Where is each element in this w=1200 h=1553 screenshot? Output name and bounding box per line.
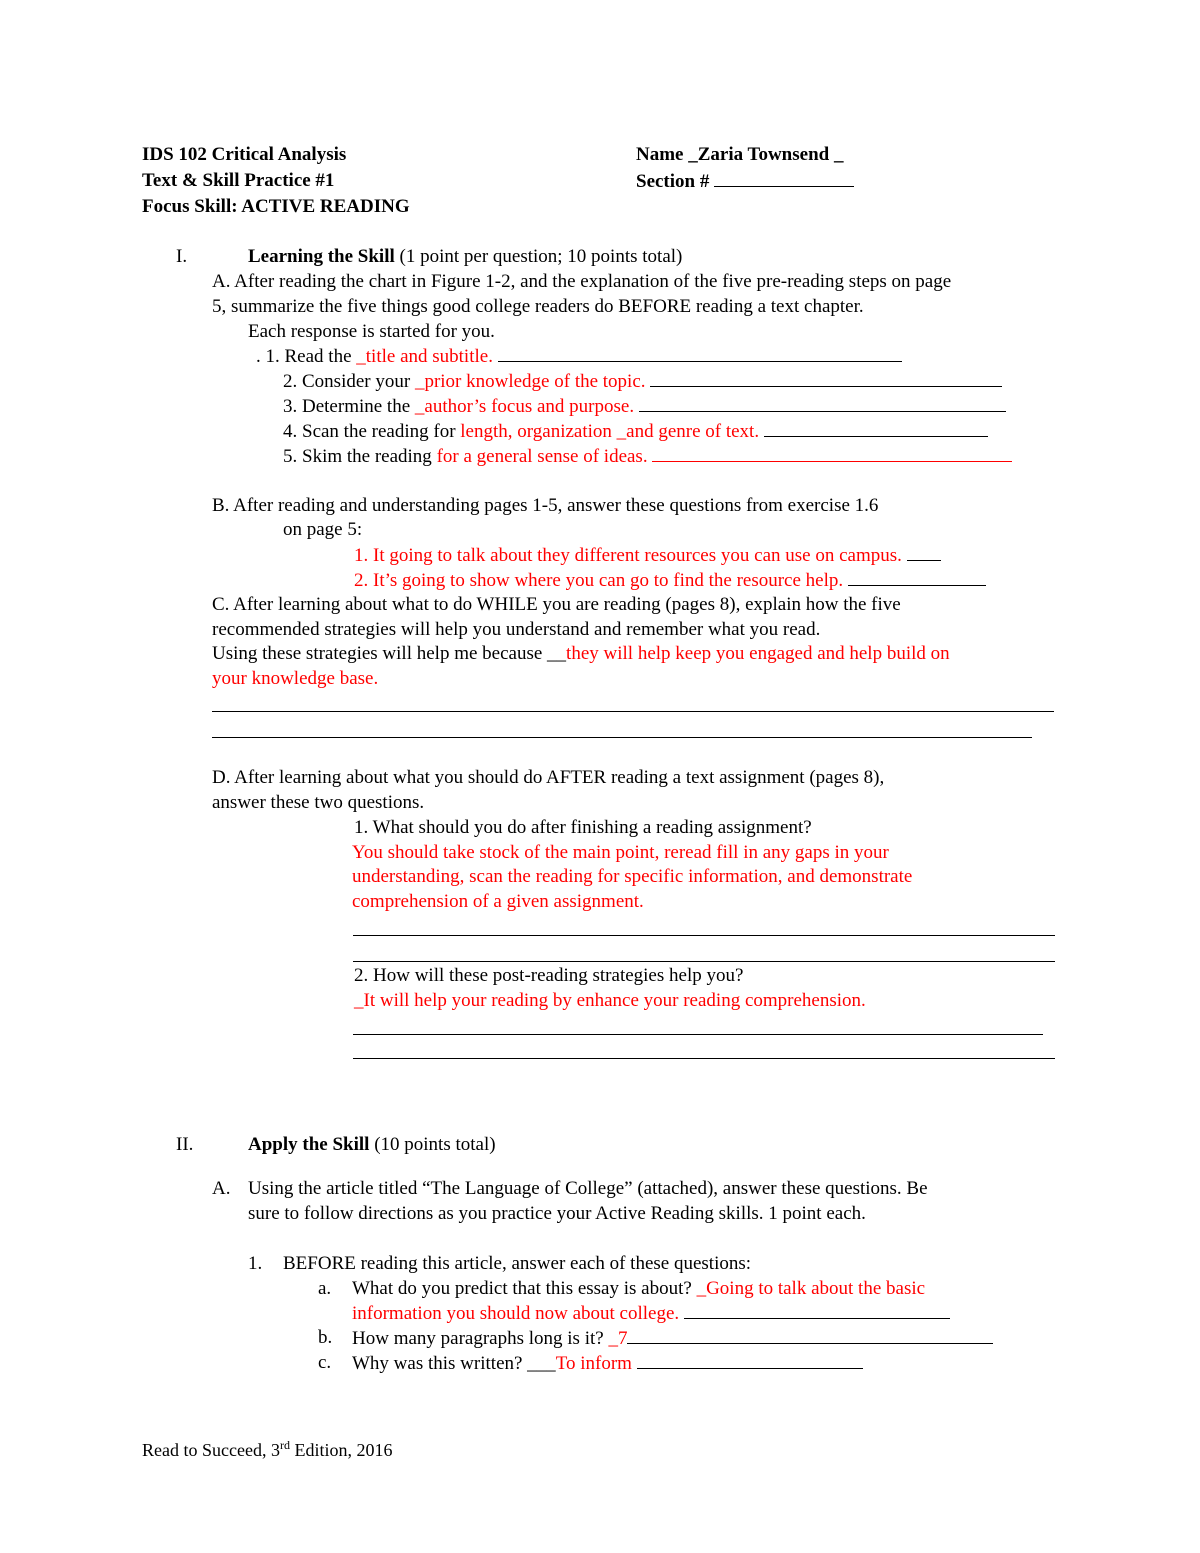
c-answer: they will help keep you engaged and help build on bbox=[566, 643, 950, 664]
item-answer: _title and subtitle. bbox=[356, 346, 498, 367]
sub-letter-a: a. bbox=[318, 1278, 332, 1299]
sub-answer-a-continued bbox=[352, 1301, 950, 1326]
answer-blank bbox=[764, 419, 988, 437]
question-text: What do you predict that this essay is about? bbox=[352, 1278, 697, 1299]
name-field bbox=[636, 143, 843, 167]
name-tail: _ bbox=[829, 144, 844, 165]
section-blank bbox=[714, 169, 854, 187]
answer-text: To inform bbox=[555, 1353, 637, 1374]
answer-blank bbox=[627, 1326, 993, 1344]
part1-a-line1: A. After reading the chart in Figure 1-2, and the explanation of the five pre-reading steps on page bbox=[212, 271, 952, 292]
item-answer: _prior knowledge of the topic. bbox=[414, 371, 651, 392]
d-answer-1-line2: understanding, scan the reading for specific information, and demonstrate bbox=[352, 866, 913, 887]
d-question-1: 1. What should you do after finishing a reading assignment? bbox=[354, 817, 812, 838]
sub-question-a bbox=[352, 1277, 925, 1301]
footer bbox=[142, 1438, 392, 1462]
course-title: IDS 102 Critical Analysis bbox=[142, 144, 347, 165]
name-label: Name _ bbox=[636, 144, 698, 165]
sub-letter-c: c. bbox=[318, 1352, 332, 1373]
answer-blank bbox=[652, 444, 1012, 462]
part2-a-line2: sure to follow directions as you practice your Active Reading skills. 1 point each. bbox=[248, 1203, 866, 1224]
answer-blank bbox=[498, 344, 902, 362]
item-answer: _author’s focus and purpose. bbox=[414, 396, 639, 417]
part1-d-line1: D. After learning about what you should do AFTER reading a text assignment (pages 8), bbox=[212, 767, 885, 788]
part1-c-line2: recommended strategies will help you understand and remember what you read. bbox=[212, 619, 821, 640]
part2-a-line1: Using the article titled “The Language of College” (attached), answer these questions. Be bbox=[248, 1178, 928, 1199]
answer-number: 2. bbox=[354, 570, 373, 591]
student-name: Zaria Townsend bbox=[697, 144, 830, 165]
practice-title: Text & Skill Practice #1 bbox=[142, 170, 335, 191]
answer-line bbox=[353, 935, 1055, 936]
footer-text: Read to Succeed, 3 bbox=[142, 1440, 280, 1460]
answer-blank bbox=[637, 1351, 863, 1369]
d-answer-2: _It will help your reading by enhance your reading comprehension. bbox=[354, 990, 866, 1011]
part1-heading: Learning the Skill bbox=[248, 246, 395, 267]
item-answer: length, organization _and genre of text. bbox=[460, 421, 764, 442]
c-prefix: Using these strategies will help me because __ bbox=[212, 643, 567, 664]
d-answer-1-line3: comprehension of a given assignment. bbox=[352, 891, 644, 912]
item-prefix: 5. Skim the reading bbox=[283, 446, 437, 467]
section-field bbox=[636, 169, 854, 194]
question-text: Why was this written? ___ bbox=[352, 1353, 556, 1374]
answer-text: It going to talk about they different resources you can use on campus. bbox=[373, 545, 907, 566]
item-prefix: 2. Consider your bbox=[283, 371, 415, 392]
prereading-item-2 bbox=[283, 369, 1002, 394]
item-answer: for a general sense of ideas. bbox=[436, 446, 653, 467]
answer-blank bbox=[650, 369, 1002, 387]
part2-heading-line bbox=[248, 1133, 496, 1157]
prereading-item-4 bbox=[283, 419, 988, 444]
item-prefix: 3. Determine the bbox=[283, 396, 415, 417]
focus-skill: Focus Skill: ACTIVE READING bbox=[142, 196, 410, 217]
part2-heading: Apply the Skill bbox=[248, 1134, 370, 1155]
part1-a-line3: Each response is started for you. bbox=[248, 321, 495, 342]
d-answer-1-line1: You should take stock of the main point, reread fill in any gaps in your bbox=[352, 842, 889, 863]
part1-numeral: I. bbox=[176, 246, 188, 267]
answer-blank bbox=[848, 568, 986, 586]
answer-blank bbox=[684, 1301, 950, 1319]
part2-a-letter: A. bbox=[212, 1178, 231, 1199]
b-answer-2 bbox=[354, 568, 986, 593]
prereading-item-5 bbox=[283, 444, 1012, 469]
section-label: Section # bbox=[636, 171, 715, 192]
answer-text: _7 bbox=[608, 1328, 628, 1349]
prereading-item-1 bbox=[256, 344, 902, 369]
answer-blank bbox=[907, 543, 941, 561]
part1-c-line1: C. After learning about what to do WHILE you are reading (pages 8), explain how the five bbox=[212, 594, 901, 615]
answer-blank bbox=[639, 394, 1006, 412]
part2-heading-note: (10 points total) bbox=[369, 1134, 496, 1155]
part1-c-answer-line bbox=[212, 642, 950, 666]
sub-question-c bbox=[352, 1351, 863, 1376]
part1-b-line1: B. After reading and understanding pages 1-5, answer these questions from exercise 1.6 bbox=[212, 495, 879, 516]
part1-d-line2: answer these two questions. bbox=[212, 792, 425, 813]
footer-text-end: Edition, 2016 bbox=[289, 1440, 393, 1460]
d-question-2: 2. How will these post-reading strategies help you? bbox=[354, 965, 744, 986]
answer-line bbox=[353, 1058, 1055, 1059]
part1-heading-line bbox=[248, 245, 682, 269]
part1-a-line2: 5, summarize the five things good college readers do BEFORE reading a text chapter. bbox=[212, 296, 864, 317]
part1-b-line2: on page 5: bbox=[283, 519, 363, 540]
part1-heading-note: (1 point per question; 10 points total) bbox=[394, 246, 683, 267]
question-text: How many paragraphs long is it? bbox=[352, 1328, 609, 1349]
part2-numeral: II. bbox=[176, 1134, 194, 1155]
answer-text: It’s going to show where you can go to find the resource help. bbox=[373, 570, 848, 591]
part2-q1-number: 1. bbox=[248, 1253, 263, 1274]
answer-line bbox=[353, 961, 1055, 962]
answer-text: information you should now about college. bbox=[352, 1303, 684, 1324]
item-prefix: 4. Scan the reading for bbox=[283, 421, 461, 442]
sub-question-b bbox=[352, 1326, 993, 1351]
prereading-item-3 bbox=[283, 394, 1006, 419]
sub-letter-b: b. bbox=[318, 1327, 333, 1348]
answer-line bbox=[212, 737, 1032, 738]
answer-number: 1. bbox=[354, 545, 373, 566]
c-answer-continued: your knowledge base. bbox=[212, 668, 379, 689]
part2-q1: BEFORE reading this article, answer each of these questions: bbox=[283, 1253, 752, 1274]
footer-superscript: rd bbox=[279, 1438, 290, 1452]
answer-line bbox=[212, 711, 1054, 712]
answer-line bbox=[353, 1034, 1043, 1035]
item-prefix: . 1. Read the bbox=[256, 346, 357, 367]
answer-text: _Going to talk about the basic bbox=[696, 1278, 926, 1299]
b-answer-1 bbox=[354, 543, 941, 568]
